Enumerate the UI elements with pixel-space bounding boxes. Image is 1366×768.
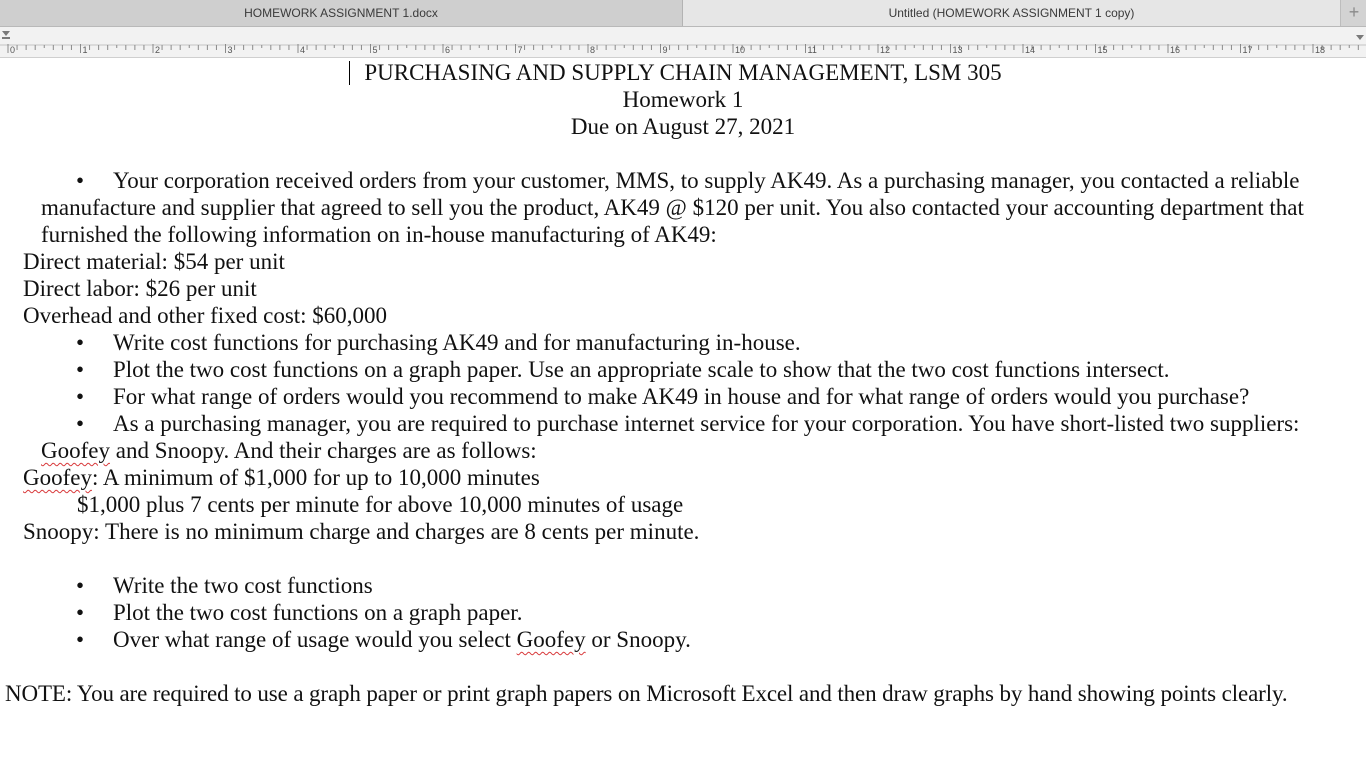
direct-labor-line: Direct labor: $26 per unit	[23, 276, 257, 301]
snoopy-line: Snoopy: There is no minimum charge and charges are 8 cents per minute.	[23, 519, 700, 544]
doc-due-date: Due on August 27, 2021	[570, 114, 796, 139]
direct-material-line: Direct material: $54 per unit	[23, 249, 285, 274]
bullet-marker: •	[76, 411, 85, 436]
first-line-indent-marker-icon[interactable]	[2, 31, 10, 36]
paragraph-2-line-2	[41, 437, 537, 464]
misspelled-word[interactable]: Goofey	[516, 627, 586, 652]
ruler-number: 8	[590, 45, 596, 55]
question-4: Write the two cost functions	[113, 573, 373, 598]
ruler-number: 7	[517, 45, 523, 55]
ruler-number: 16	[1170, 45, 1181, 55]
note-line: NOTE: You are required to use a graph paper or print graph papers on Microsoft Excel and then draw graphs by hand showing points clearly.	[5, 681, 1288, 706]
ruler-number: 10	[735, 45, 746, 55]
bullet-marker: •	[76, 357, 85, 382]
ruler-number: 0	[10, 45, 16, 55]
ruler-number: 6	[445, 45, 451, 55]
new-tab-button[interactable]	[1340, 0, 1366, 26]
ruler-number: 9	[662, 45, 668, 55]
ruler-scale	[0, 27, 1366, 57]
ruler-number: 11	[807, 45, 817, 55]
ruler-number: 14	[1025, 45, 1036, 55]
left-indent-marker-icon[interactable]	[2, 37, 10, 39]
paragraph-2-line-2-text: and Snoopy. And their charges are as follows:	[109, 438, 537, 463]
paragraph-2-line-1: As a purchasing manager, you are required to purchase internet service for your corporation. You have short-listed two suppliers:	[113, 411, 1300, 436]
plus-icon: +	[1348, 2, 1360, 22]
paragraph-1-line-1: Your corporation received orders from your customer, MMS, to supply AK49. As a purchasing manager, you contacted a reliable	[113, 168, 1300, 193]
question-6-text-pre: Over what range of usage would you select	[113, 627, 517, 652]
ruler-number: 12	[880, 45, 891, 55]
document-page[interactable]	[0, 57, 1366, 768]
bullet-marker: •	[76, 168, 85, 193]
tab-bar	[0, 0, 1366, 27]
bullet-marker: •	[76, 384, 85, 409]
goofey-line-1-text: : A minimum of $1,000 for up to 10,000 minutes	[91, 465, 540, 490]
tab-homework-docx[interactable]: HOMEWORK ASSIGNMENT 1.docx	[0, 0, 683, 26]
tab-untitled-copy[interactable]: Untitled (HOMEWORK ASSIGNMENT 1 copy)	[683, 0, 1340, 26]
ruler[interactable]	[0, 27, 1366, 58]
paragraph-1-line-3: furnished the following information on in-house manufacturing of AK49:	[41, 222, 717, 247]
ruler-number: 13	[952, 45, 963, 55]
ruler-number: 2	[155, 45, 161, 55]
paragraph-1-line-2: manufacture and supplier that agreed to sell you the product, AK49 @ $120 per unit. You also contacted your accounting department that	[41, 195, 1304, 220]
doc-title: PURCHASING AND SUPPLY CHAIN MANAGEMENT, LSM 305	[364, 60, 1002, 85]
ruler-number: 3	[227, 45, 233, 55]
right-indent-marker-icon[interactable]	[1356, 35, 1364, 40]
bullet-marker: •	[76, 627, 85, 652]
ruler-number: 15	[1097, 45, 1108, 55]
overhead-line: Overhead and other fixed cost: $60,000	[23, 303, 388, 328]
question-6	[113, 626, 691, 653]
misspelled-word[interactable]: Goofey	[41, 438, 110, 463]
doc-subtitle: Homework 1	[622, 87, 744, 112]
question-1: Write cost functions for purchasing AK49 and for manufacturing in-house.	[113, 330, 801, 355]
question-6-text-post: or Snoopy.	[585, 627, 691, 652]
bullet-marker: •	[76, 330, 85, 355]
goofey-line-2: $1,000 plus 7 cents per minute for above 10,000 minutes of usage	[77, 492, 684, 517]
question-2: Plot the two cost functions on a graph paper. Use an appropriate scale to show that the two cost functions intersect.	[113, 357, 1170, 382]
question-5: Plot the two cost functions on a graph paper.	[113, 600, 523, 625]
goofey-line-1	[23, 464, 540, 491]
ruler-number: 18	[1315, 45, 1326, 55]
bullet-marker: •	[76, 600, 85, 625]
bullet-marker: •	[76, 573, 85, 598]
ruler-number: 1	[82, 45, 88, 55]
ruler-number: 5	[372, 45, 378, 55]
ruler-number: 17	[1242, 45, 1253, 55]
misspelled-word[interactable]: Goofey	[23, 465, 92, 490]
ruler-number: 4	[300, 45, 306, 55]
question-3: For what range of orders would you recommend to make AK49 in house and for what range of orders would you purchase?	[113, 384, 1250, 409]
